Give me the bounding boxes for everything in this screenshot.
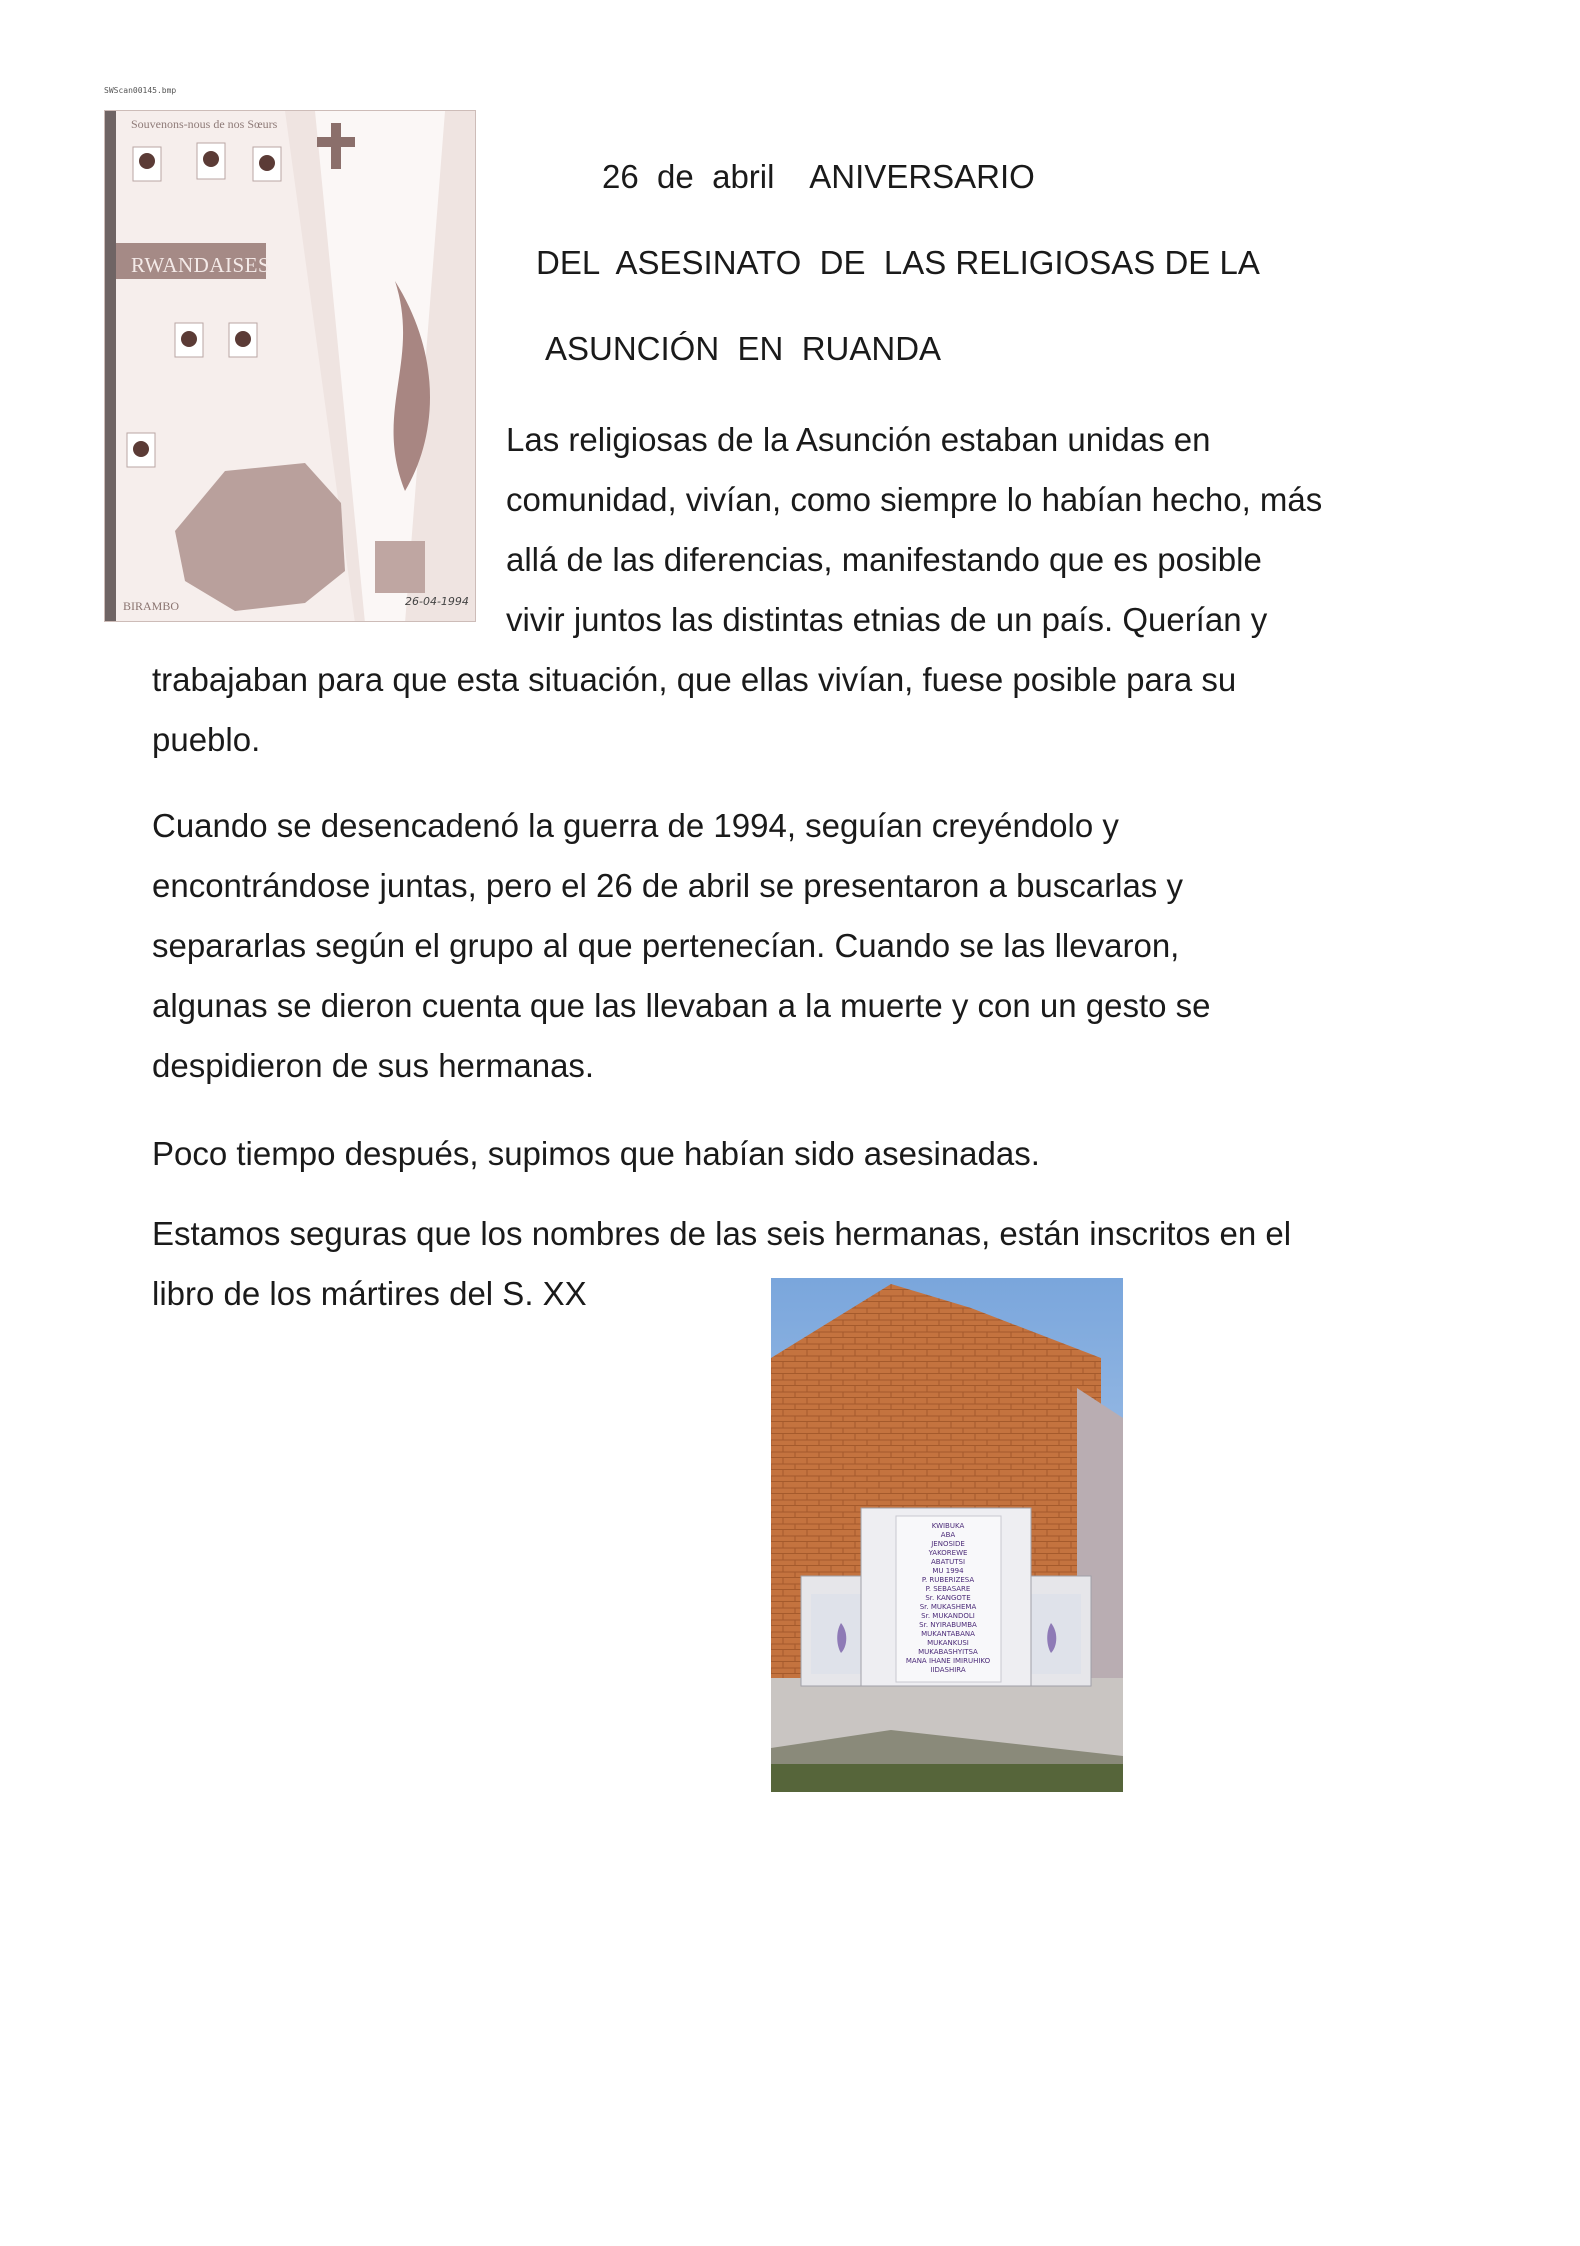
memorial-photo-art (771, 1278, 1123, 1792)
plaque-line: Sr. MUKANDOLI (921, 1612, 975, 1620)
plaque-line: JENOSIDE (931, 1540, 965, 1548)
poster-file-label: SWScan00145.bmp (104, 86, 177, 95)
heading-line-2: DEL ASESINATO DE LAS RELIGIOSAS DE LA (536, 244, 1260, 281)
poster-footer: BIRAMBO (123, 599, 180, 613)
text-line: libro de los mártires del S. XX (152, 1275, 587, 1312)
plaque-line: KWIBUKA (931, 1522, 965, 1530)
plaque-line: YAKOREWE (928, 1549, 968, 1557)
map-icon (175, 463, 345, 611)
plaque-line: ABA (940, 1531, 956, 1539)
plaque-line: MUKANKUSI (927, 1639, 969, 1647)
poster-artwork (105, 111, 476, 622)
text-line: pueblo. (152, 721, 261, 758)
plaque-line: ABATUTSI (930, 1558, 966, 1566)
plaque-line: IIDASHIRA (930, 1666, 966, 1674)
text-line: despidieron de sus hermanas. (152, 1047, 595, 1084)
poster-title: RWANDAISES (131, 253, 271, 277)
plaque-line: Sr. KANGOTE (925, 1594, 971, 1602)
plaque-line: MU 1994 (932, 1567, 964, 1575)
paragraph-3 (152, 1124, 1040, 1184)
plaque-line: P. RUBERIZESA (921, 1576, 975, 1584)
plaque-line: MANA IHANE IMIRUHIKO (905, 1657, 991, 1665)
poster-heading: Souvenons-nous de nos Sœurs (131, 117, 278, 131)
poster-date-note: 26-04-1994 (405, 595, 469, 608)
paragraph-1-continued (152, 650, 1236, 770)
paragraph-2 (152, 796, 1211, 1096)
text-line: Poco tiempo después, supimos que habían sido asesinadas. (152, 1135, 1040, 1172)
plaque-line: MUKABASHYITSA (918, 1648, 978, 1656)
text-line: encontrándose juntas, pero el 26 de abril se presentaron a buscarlas y (152, 867, 1183, 904)
text-line: algunas se dieron cuenta que las llevaban a la muerte y con un gesto se (152, 987, 1211, 1024)
plaque-line: Sr. MUKASHEMA (919, 1603, 977, 1611)
heading-line-1: 26 de abril ANIVERSARIO (602, 158, 1035, 195)
text-line: Las religiosas de la Asunción estaban unidas en (506, 421, 1211, 458)
poster-side-bar (105, 111, 116, 621)
text-line: Cuando se desencadenó la guerra de 1994, seguían creyéndolo y (152, 807, 1119, 844)
paragraph-1-intro (506, 410, 1322, 650)
text-line: Estamos seguras que los nombres de las seis hermanas, están inscritos en el (152, 1215, 1292, 1252)
memorial-photo (771, 1278, 1123, 1792)
heading-line-3: ASUNCIÓN EN RUANDA (545, 330, 942, 367)
text-line: separarlas según el grupo al que pertenecían. Cuando se las llevaron, (152, 927, 1180, 964)
text-line: trabajaban para que esta situación, que ellas vivían, fuese posible para su (152, 661, 1237, 698)
poster-image (104, 110, 476, 622)
plaque-line: P. SEBASARE (925, 1585, 971, 1593)
text-line: comunidad, vivían, como siempre lo habían hecho, más (506, 481, 1323, 518)
text-line: allá de las diferencias, manifestando que es posible (506, 541, 1262, 578)
text-line: vivir juntos las distintas etnias de un país. Querían y (506, 601, 1268, 638)
sister-portraits (127, 143, 281, 467)
plaque-line: MUKANTABANA (921, 1630, 975, 1638)
plaque-line: Sr. NYIRABUMBA (919, 1621, 977, 1629)
